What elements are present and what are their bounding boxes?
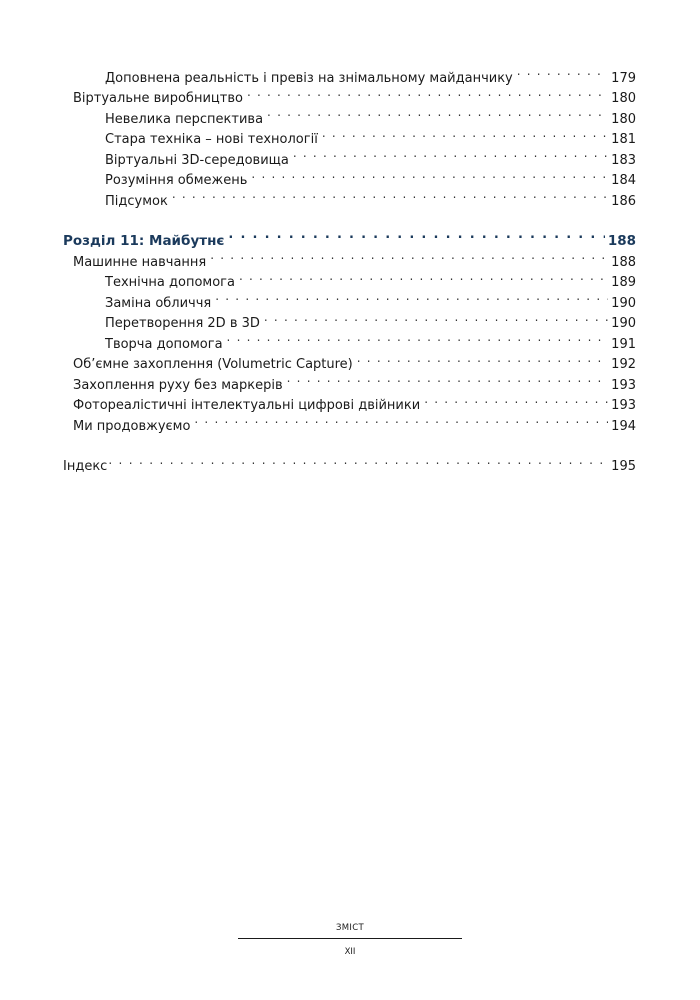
dot-leader: [239, 266, 608, 287]
toc-entry-page: 180: [611, 91, 636, 106]
toc-entry-title: Віртуальні 3D-середовища: [105, 152, 289, 168]
toc-entry-title: Машинне навчання: [73, 254, 207, 270]
dot-leader: [322, 123, 608, 144]
toc-chapter-entry[interactable]: [63, 225, 636, 249]
dot-leader: [172, 184, 608, 205]
toc-entry-page: 183: [611, 152, 636, 168]
dot-leader: [215, 286, 608, 307]
dot-leader: [194, 409, 608, 430]
toc-entry-page: 194: [611, 418, 636, 434]
toc-entry-title: Невелика перспектива: [105, 111, 264, 127]
toc-index-page: 195: [611, 459, 636, 474]
toc-entry-page: 191: [611, 336, 636, 352]
toc-entry-title: Об’ємне захоплення (Volumetric Capture): [73, 357, 353, 372]
toc-entry-title: Ми продовжуємо: [73, 418, 191, 434]
toc-chapter-title: Розділ 11: Майбутнє: [63, 233, 225, 249]
toc-entry-title: Захоплення руху без маркерів: [73, 377, 283, 393]
toc-entry-title: Розуміння обмежень: [105, 173, 248, 188]
toc-entry-page: 186: [611, 193, 636, 209]
toc-entry-title: Перетворення 2D в 3D: [105, 316, 260, 331]
dot-leader: [108, 450, 608, 471]
toc-entry-title: Творча допомога: [105, 336, 223, 352]
dot-leader: [267, 102, 608, 123]
toc-entry-page: 181: [611, 132, 636, 147]
toc-entry-page: 184: [611, 173, 636, 188]
page-number: XII: [344, 947, 356, 957]
toc-entry-page: 190: [611, 316, 636, 331]
dot-leader: [517, 61, 608, 82]
toc-entry-page: 190: [611, 295, 636, 311]
dot-leader: [287, 368, 609, 389]
dot-leader: [228, 225, 604, 246]
toc-index-entry[interactable]: [63, 450, 636, 474]
running-head: ЗМІСТ: [336, 923, 364, 933]
toc-entry-title: Підсумок: [105, 193, 168, 209]
dot-leader: [210, 245, 608, 266]
toc-index-title: Індекс: [63, 459, 108, 474]
toc-entry-page: 179: [611, 70, 636, 86]
toc-entry-page: 192: [611, 357, 636, 372]
dot-leader: [424, 389, 608, 410]
footer-rule: [238, 938, 462, 939]
toc-entry-title: Доповнена реальність і превіз на знімальному майданчику: [105, 70, 513, 86]
toc-entry-page: 189: [611, 275, 636, 290]
toc-entry-page: 193: [611, 377, 636, 393]
dot-leader: [227, 327, 609, 348]
dot-leader: [247, 82, 608, 103]
toc-entry-title: Заміна обличчя: [105, 295, 212, 311]
table-of-contents: [63, 61, 636, 474]
dot-leader: [293, 143, 608, 164]
dot-leader: [264, 307, 608, 328]
toc-chapter-page: 188: [607, 233, 636, 249]
toc-entry-title: Віртуальне виробництво: [73, 91, 243, 106]
toc-entry-title: Фотореалістичні інтелектуальні цифрові двійники: [73, 398, 421, 413]
toc-entry-page: 193: [611, 398, 636, 413]
toc-entry-title: Стара техніка – нові технології: [105, 132, 318, 147]
toc-entry-page: 188: [611, 254, 636, 270]
dot-leader: [357, 348, 608, 369]
page-footer: [238, 921, 462, 958]
dot-leader: [251, 164, 608, 185]
toc-entry[interactable]: [63, 61, 636, 86]
toc-entry-page: 180: [611, 111, 636, 127]
toc-entry-title: Технічна допомога: [105, 275, 235, 290]
